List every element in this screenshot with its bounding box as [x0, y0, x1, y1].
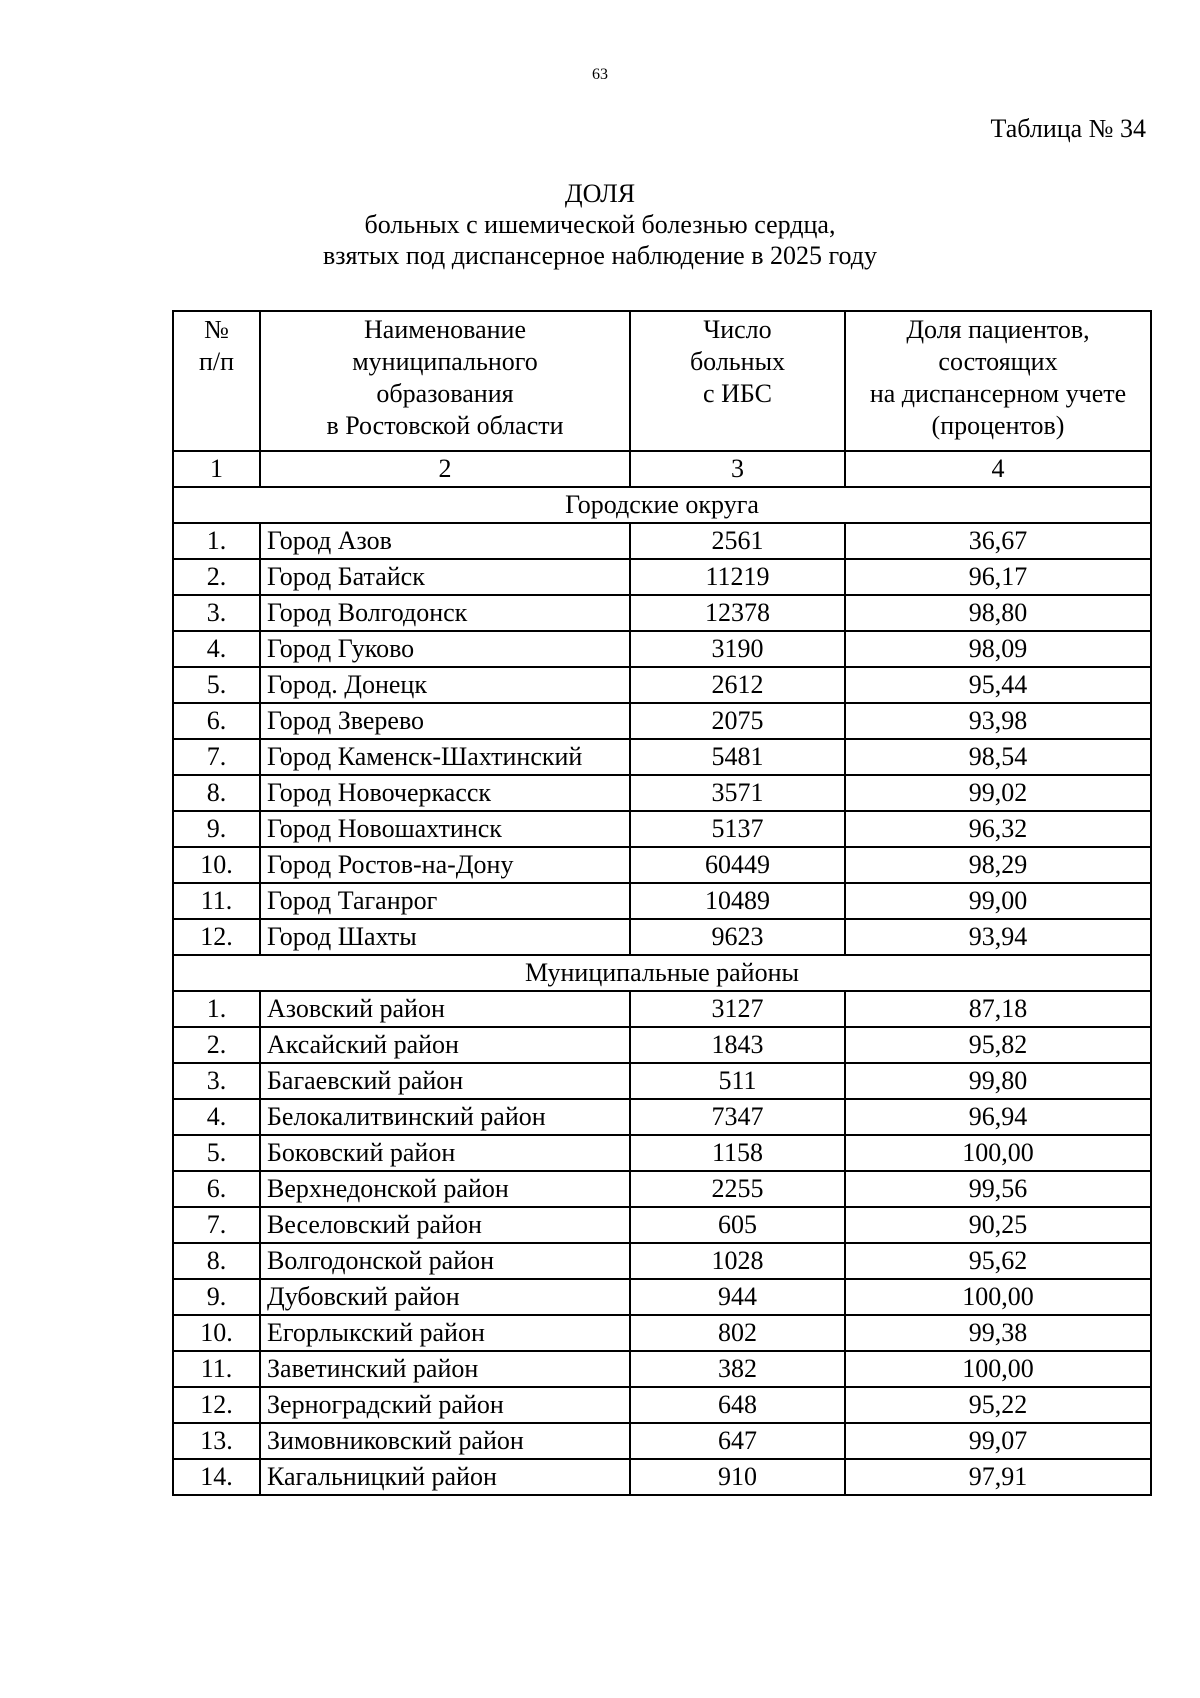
table-row [173, 775, 1151, 811]
header-line: состоящих [938, 347, 1058, 376]
row-number-cell: 14. [173, 1459, 260, 1495]
municipality-name-cell: Аксайский район [260, 1027, 630, 1063]
patient-count-cell: 3127 [630, 991, 845, 1027]
patient-count-cell: 5137 [630, 811, 845, 847]
header-line: Наименование [364, 315, 526, 344]
patient-count-cell: 605 [630, 1207, 845, 1243]
share-percent-cell: 97,91 [845, 1459, 1151, 1495]
section-header-row [173, 955, 1151, 991]
patient-count-cell: 5481 [630, 739, 845, 775]
header-line: Число [703, 315, 772, 344]
patient-count-cell: 9623 [630, 919, 845, 955]
patient-count-cell: 60449 [630, 847, 845, 883]
share-percent-cell: 95,44 [845, 667, 1151, 703]
share-percent-cell: 93,98 [845, 703, 1151, 739]
table-row [173, 1063, 1151, 1099]
table-row [173, 1459, 1151, 1495]
table-label: Таблица № 34 [990, 114, 1146, 143]
row-number-cell: 8. [173, 1243, 260, 1279]
municipality-name-cell: Город. Донецк [260, 667, 630, 703]
patient-count-cell: 3190 [630, 631, 845, 667]
share-percent-cell: 96,32 [845, 811, 1151, 847]
share-percent-cell: 93,94 [845, 919, 1151, 955]
share-percent-cell: 99,56 [845, 1171, 1151, 1207]
header-line: Доля пациентов, [906, 315, 1090, 344]
row-number-cell: 11. [173, 1351, 260, 1387]
row-number-cell: 3. [173, 1063, 260, 1099]
table-row [173, 703, 1151, 739]
municipality-name-cell: Город Азов [260, 523, 630, 559]
table-body [173, 487, 1151, 1495]
header-line: больных [689, 347, 786, 376]
header-municipality [260, 311, 630, 451]
table-row [173, 667, 1151, 703]
municipality-name-cell: Город Батайск [260, 559, 630, 595]
municipality-name-cell: Город Новошахтинск [260, 811, 630, 847]
municipality-name-cell: Зерноградский район [260, 1387, 630, 1423]
patient-count-cell: 1028 [630, 1243, 845, 1279]
column-number: 2 [260, 451, 630, 487]
share-percent-cell: 99,00 [845, 883, 1151, 919]
share-percent-cell: 99,38 [845, 1315, 1151, 1351]
municipality-name-cell: Волгодонской район [260, 1243, 630, 1279]
table-row [173, 1423, 1151, 1459]
municipality-name-cell: Белокалитвинский район [260, 1099, 630, 1135]
header-line: в Ростовской области [326, 411, 564, 440]
row-number-cell: 1. [173, 523, 260, 559]
patient-count-cell: 2255 [630, 1171, 845, 1207]
header-line: с ИБС [703, 379, 772, 408]
header-line: (процентов) [931, 411, 1065, 440]
patient-count-cell: 3571 [630, 775, 845, 811]
share-percent-cell: 98,29 [845, 847, 1151, 883]
row-number-cell: 6. [173, 1171, 260, 1207]
municipality-name-cell: Веселовский район [260, 1207, 630, 1243]
municipality-name-cell: Дубовский район [260, 1279, 630, 1315]
column-number: 4 [845, 451, 1151, 487]
municipality-name-cell: Город Новочеркасск [260, 775, 630, 811]
row-number-cell: 5. [173, 667, 260, 703]
row-number-cell: 4. [173, 631, 260, 667]
patient-count-cell: 2561 [630, 523, 845, 559]
table-row [173, 811, 1151, 847]
table-row [173, 631, 1151, 667]
table-row [173, 847, 1151, 883]
row-number-cell: 12. [173, 919, 260, 955]
municipality-name-cell: Азовский район [260, 991, 630, 1027]
header-line: п/п [198, 347, 235, 376]
share-percent-cell: 96,17 [845, 559, 1151, 595]
patient-count-cell: 511 [630, 1063, 845, 1099]
patient-count-cell: 944 [630, 1279, 845, 1315]
section-header-row [173, 487, 1151, 523]
municipality-name-cell: Боковский район [260, 1135, 630, 1171]
row-number-cell: 8. [173, 775, 260, 811]
row-number-cell: 2. [173, 559, 260, 595]
title-line-2: больных с ишемической болезнью сердца, [364, 210, 836, 239]
municipality-name-cell: Город Волгодонск [260, 595, 630, 631]
row-number-cell: 7. [173, 739, 260, 775]
table-row [173, 991, 1151, 1027]
page-number: 63 [592, 66, 608, 83]
share-percent-cell: 36,67 [845, 523, 1151, 559]
row-number-cell: 1. [173, 991, 260, 1027]
share-percent-cell: 99,80 [845, 1063, 1151, 1099]
share-percent-cell: 95,22 [845, 1387, 1151, 1423]
municipality-name-cell: Кагальницкий район [260, 1459, 630, 1495]
share-percent-cell: 100,00 [845, 1135, 1151, 1171]
row-number-cell: 11. [173, 883, 260, 919]
share-percent-cell: 98,09 [845, 631, 1151, 667]
patient-count-cell: 802 [630, 1315, 845, 1351]
row-number-cell: 10. [173, 847, 260, 883]
table-row [173, 1315, 1151, 1351]
row-number-cell: 7. [173, 1207, 260, 1243]
row-number-cell: 5. [173, 1135, 260, 1171]
municipality-name-cell: Верхнедонской район [260, 1171, 630, 1207]
share-percent-cell: 100,00 [845, 1279, 1151, 1315]
patient-count-cell: 382 [630, 1351, 845, 1387]
title-line-1: ДОЛЯ [564, 179, 636, 208]
municipality-name-cell: Город Таганрог [260, 883, 630, 919]
row-number-cell: 6. [173, 703, 260, 739]
table-row [173, 1243, 1151, 1279]
patient-count-cell: 12378 [630, 595, 845, 631]
patient-count-cell: 11219 [630, 559, 845, 595]
table-row [173, 595, 1151, 631]
municipality-name-cell: Заветинский район [260, 1351, 630, 1387]
header-line: на диспансерном учете [869, 379, 1127, 408]
section-title: Городские округа [173, 487, 1151, 523]
patient-count-cell: 2075 [630, 703, 845, 739]
share-percent-cell: 99,07 [845, 1423, 1151, 1459]
table-row [173, 523, 1151, 559]
patient-count-cell: 648 [630, 1387, 845, 1423]
municipality-name-cell: Город Гуково [260, 631, 630, 667]
table-row [173, 1171, 1151, 1207]
patient-count-cell: 2612 [630, 667, 845, 703]
municipality-name-cell: Город Ростов-на-Дону [260, 847, 630, 883]
header-line: муниципального [352, 347, 538, 376]
table-row [173, 1135, 1151, 1171]
table-row [173, 739, 1151, 775]
patient-count-cell: 1158 [630, 1135, 845, 1171]
title-line-3: взятых под диспансерное наблюдение в 2025 году [323, 241, 877, 270]
row-number-cell: 13. [173, 1423, 260, 1459]
share-percent-cell: 96,94 [845, 1099, 1151, 1135]
table-row [173, 1351, 1151, 1387]
share-percent-cell: 98,80 [845, 595, 1151, 631]
row-number-cell: 10. [173, 1315, 260, 1351]
municipality-name-cell: Егорлыкский район [260, 1315, 630, 1351]
table-row [173, 883, 1151, 919]
section-title: Муниципальные районы [173, 955, 1151, 991]
patient-count-cell: 7347 [630, 1099, 845, 1135]
table-row [173, 1027, 1151, 1063]
municipality-name-cell: Город Каменск-Шахтинский [260, 739, 630, 775]
municipality-name-cell: Город Шахты [260, 919, 630, 955]
patient-count-cell: 1843 [630, 1027, 845, 1063]
row-number-cell: 3. [173, 595, 260, 631]
municipality-name-cell: Зимовниковский район [260, 1423, 630, 1459]
table-row [173, 1207, 1151, 1243]
row-number-cell: 9. [173, 811, 260, 847]
share-percent-cell: 99,02 [845, 775, 1151, 811]
patient-count-cell: 10489 [630, 883, 845, 919]
share-percent-cell: 87,18 [845, 991, 1151, 1027]
header-patient-count [630, 311, 845, 451]
municipality-name-cell: Багаевский район [260, 1063, 630, 1099]
share-percent-cell: 90,25 [845, 1207, 1151, 1243]
header-line: № [204, 315, 229, 344]
table-row [173, 1099, 1151, 1135]
table-row [173, 1279, 1151, 1315]
column-number-row [173, 451, 1151, 487]
row-number-cell: 4. [173, 1099, 260, 1135]
row-number-cell: 9. [173, 1279, 260, 1315]
column-number: 1 [173, 451, 260, 487]
header-row [173, 311, 1151, 451]
table-row [173, 559, 1151, 595]
share-percent-cell: 95,62 [845, 1243, 1151, 1279]
share-percent-cell: 100,00 [845, 1351, 1151, 1387]
share-percent-cell: 95,82 [845, 1027, 1151, 1063]
header-number [173, 311, 260, 451]
patient-count-cell: 910 [630, 1459, 845, 1495]
row-number-cell: 12. [173, 1387, 260, 1423]
municipality-name-cell: Город Зверево [260, 703, 630, 739]
column-number: 3 [630, 451, 845, 487]
header-share [845, 311, 1151, 451]
table-row [173, 1387, 1151, 1423]
table-title [0, 178, 1200, 271]
row-number-cell: 2. [173, 1027, 260, 1063]
table-row [173, 919, 1151, 955]
patient-count-cell: 647 [630, 1423, 845, 1459]
header-line: образования [376, 379, 514, 408]
data-table [172, 310, 1152, 1496]
share-percent-cell: 98,54 [845, 739, 1151, 775]
